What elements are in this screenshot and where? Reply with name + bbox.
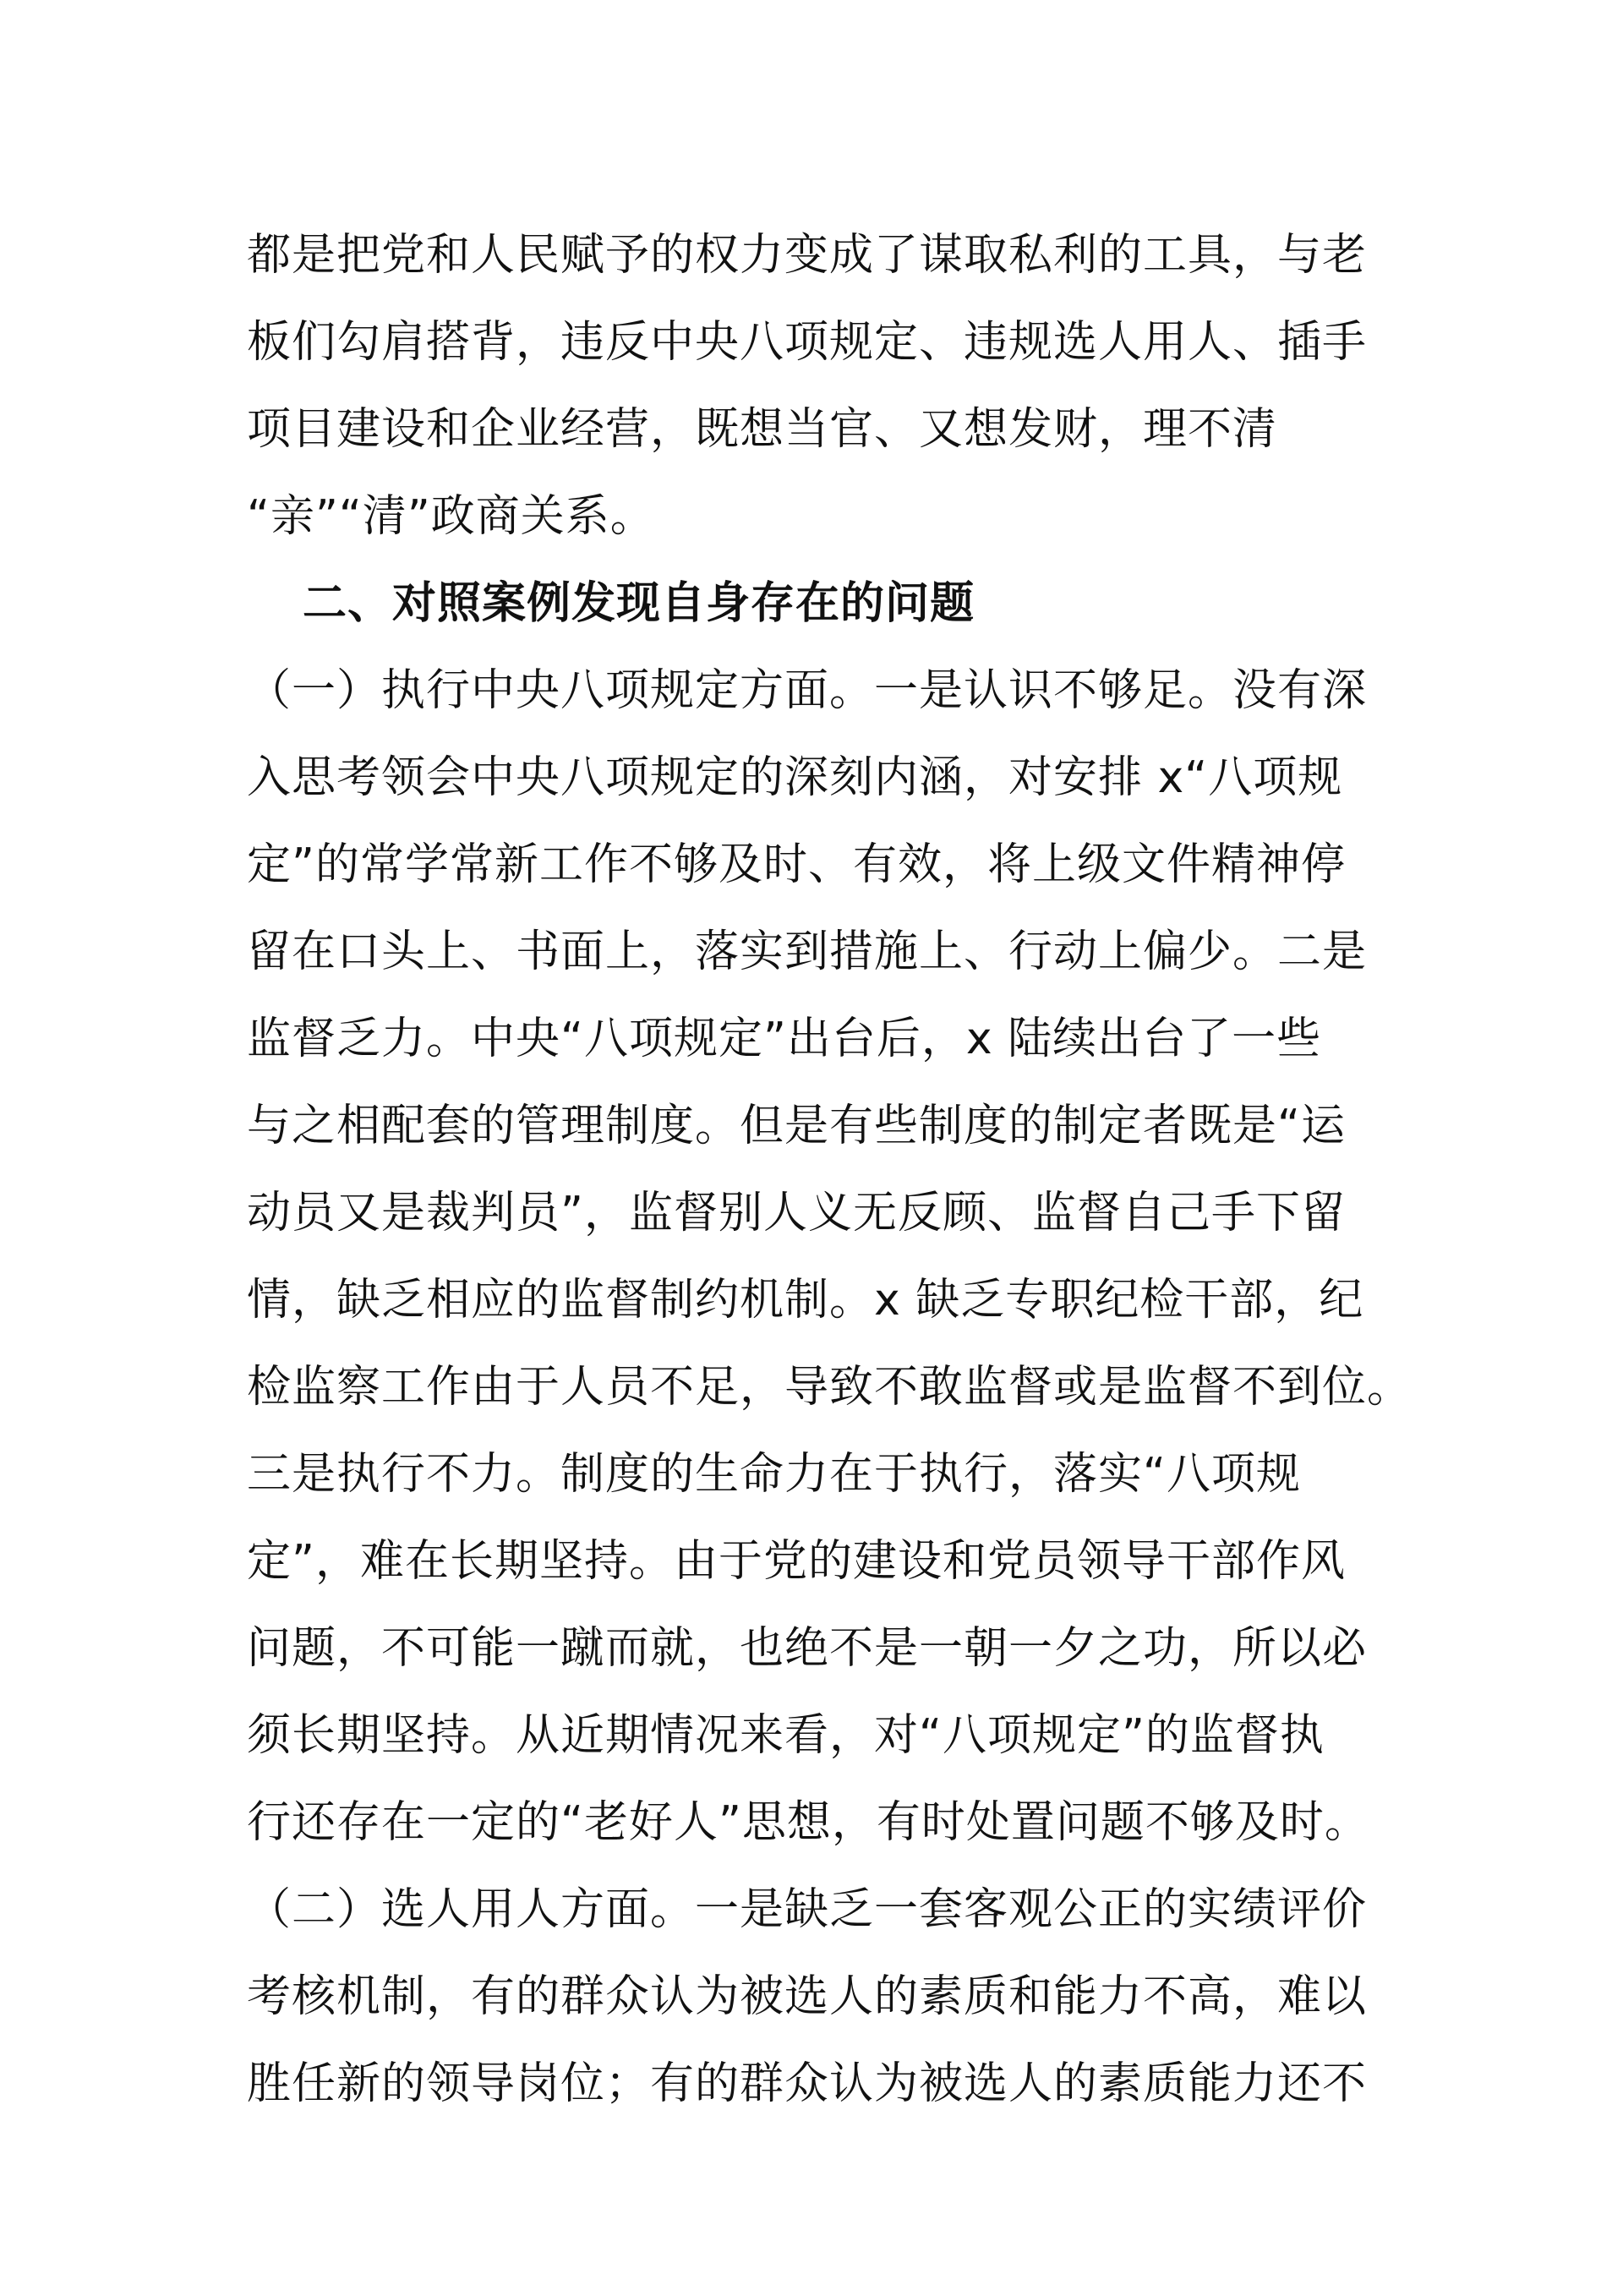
- text-line: 都是把党和人民赋予的权力变成了谋取私利的工具，与老: [247, 230, 1368, 281]
- text-line: 检监察工作由于人员不足，导致不敢监督或是监督不到位。: [247, 1362, 1413, 1413]
- text-line: 定”，难在长期坚持。由于党的建设和党员领导干部作风: [247, 1536, 1346, 1587]
- text-line: 考核机制，有的群众认为被选人的素质和能力不高，难以: [247, 1971, 1368, 2022]
- text-line: “亲”“清”政商关系。: [247, 491, 655, 542]
- text-line: 胜任新的领导岗位；有的群众认为被选人的素质能力还不: [247, 2058, 1368, 2109]
- text-line: 动员又是裁判员”，监督别人义无反顾、监督自己手下留: [247, 1188, 1346, 1238]
- text-line: 入思考领会中央八项规定的深刻内涵，对安排 x“八项规: [247, 752, 1343, 803]
- text-line: 与之相配套的管理制度。但是有些制度的制定者既是“运: [247, 1101, 1346, 1151]
- text-line: 监督乏力。中央“八项规定”出台后，x 陆续出台了一些: [247, 1014, 1322, 1064]
- text-line: 须长期坚持。从近期情况来看，对“八项规定”的监督执: [247, 1710, 1325, 1761]
- text-line: （一）执行中央八项规定方面。一是认识不够足。没有深: [247, 665, 1368, 716]
- section-heading: 二、对照案例发现自身存在的问题: [303, 578, 975, 629]
- text-line: 定”的常学常新工作不够及时、有效，将上级文件精神停: [247, 839, 1346, 890]
- text-line: 板们勾肩搭背，违反中央八项规定、违规选人用人、插手: [247, 317, 1368, 368]
- text-line: 留在口头上、书面上，落实到措施上、行动上偏少。二是: [247, 927, 1368, 977]
- text-line: 三是执行不力。制度的生命力在于执行，落实“八项规: [247, 1449, 1301, 1500]
- text-line: 情，缺乏相应的监督制约机制。x 缺乏专职纪检干部，纪: [247, 1275, 1364, 1326]
- text-line: 问题，不可能一蹴而就，也绝不是一朝一夕之功，所以必: [247, 1623, 1368, 1674]
- text-line: 项目建设和企业经营，既想当官、又想发财，理不清: [247, 404, 1278, 455]
- text-line: （二）选人用人方面。一是缺乏一套客观公正的实绩评价: [247, 1884, 1368, 1935]
- text-line: 行还存在一定的“老好人”思想，有时处置问题不够及时。: [247, 1797, 1369, 1848]
